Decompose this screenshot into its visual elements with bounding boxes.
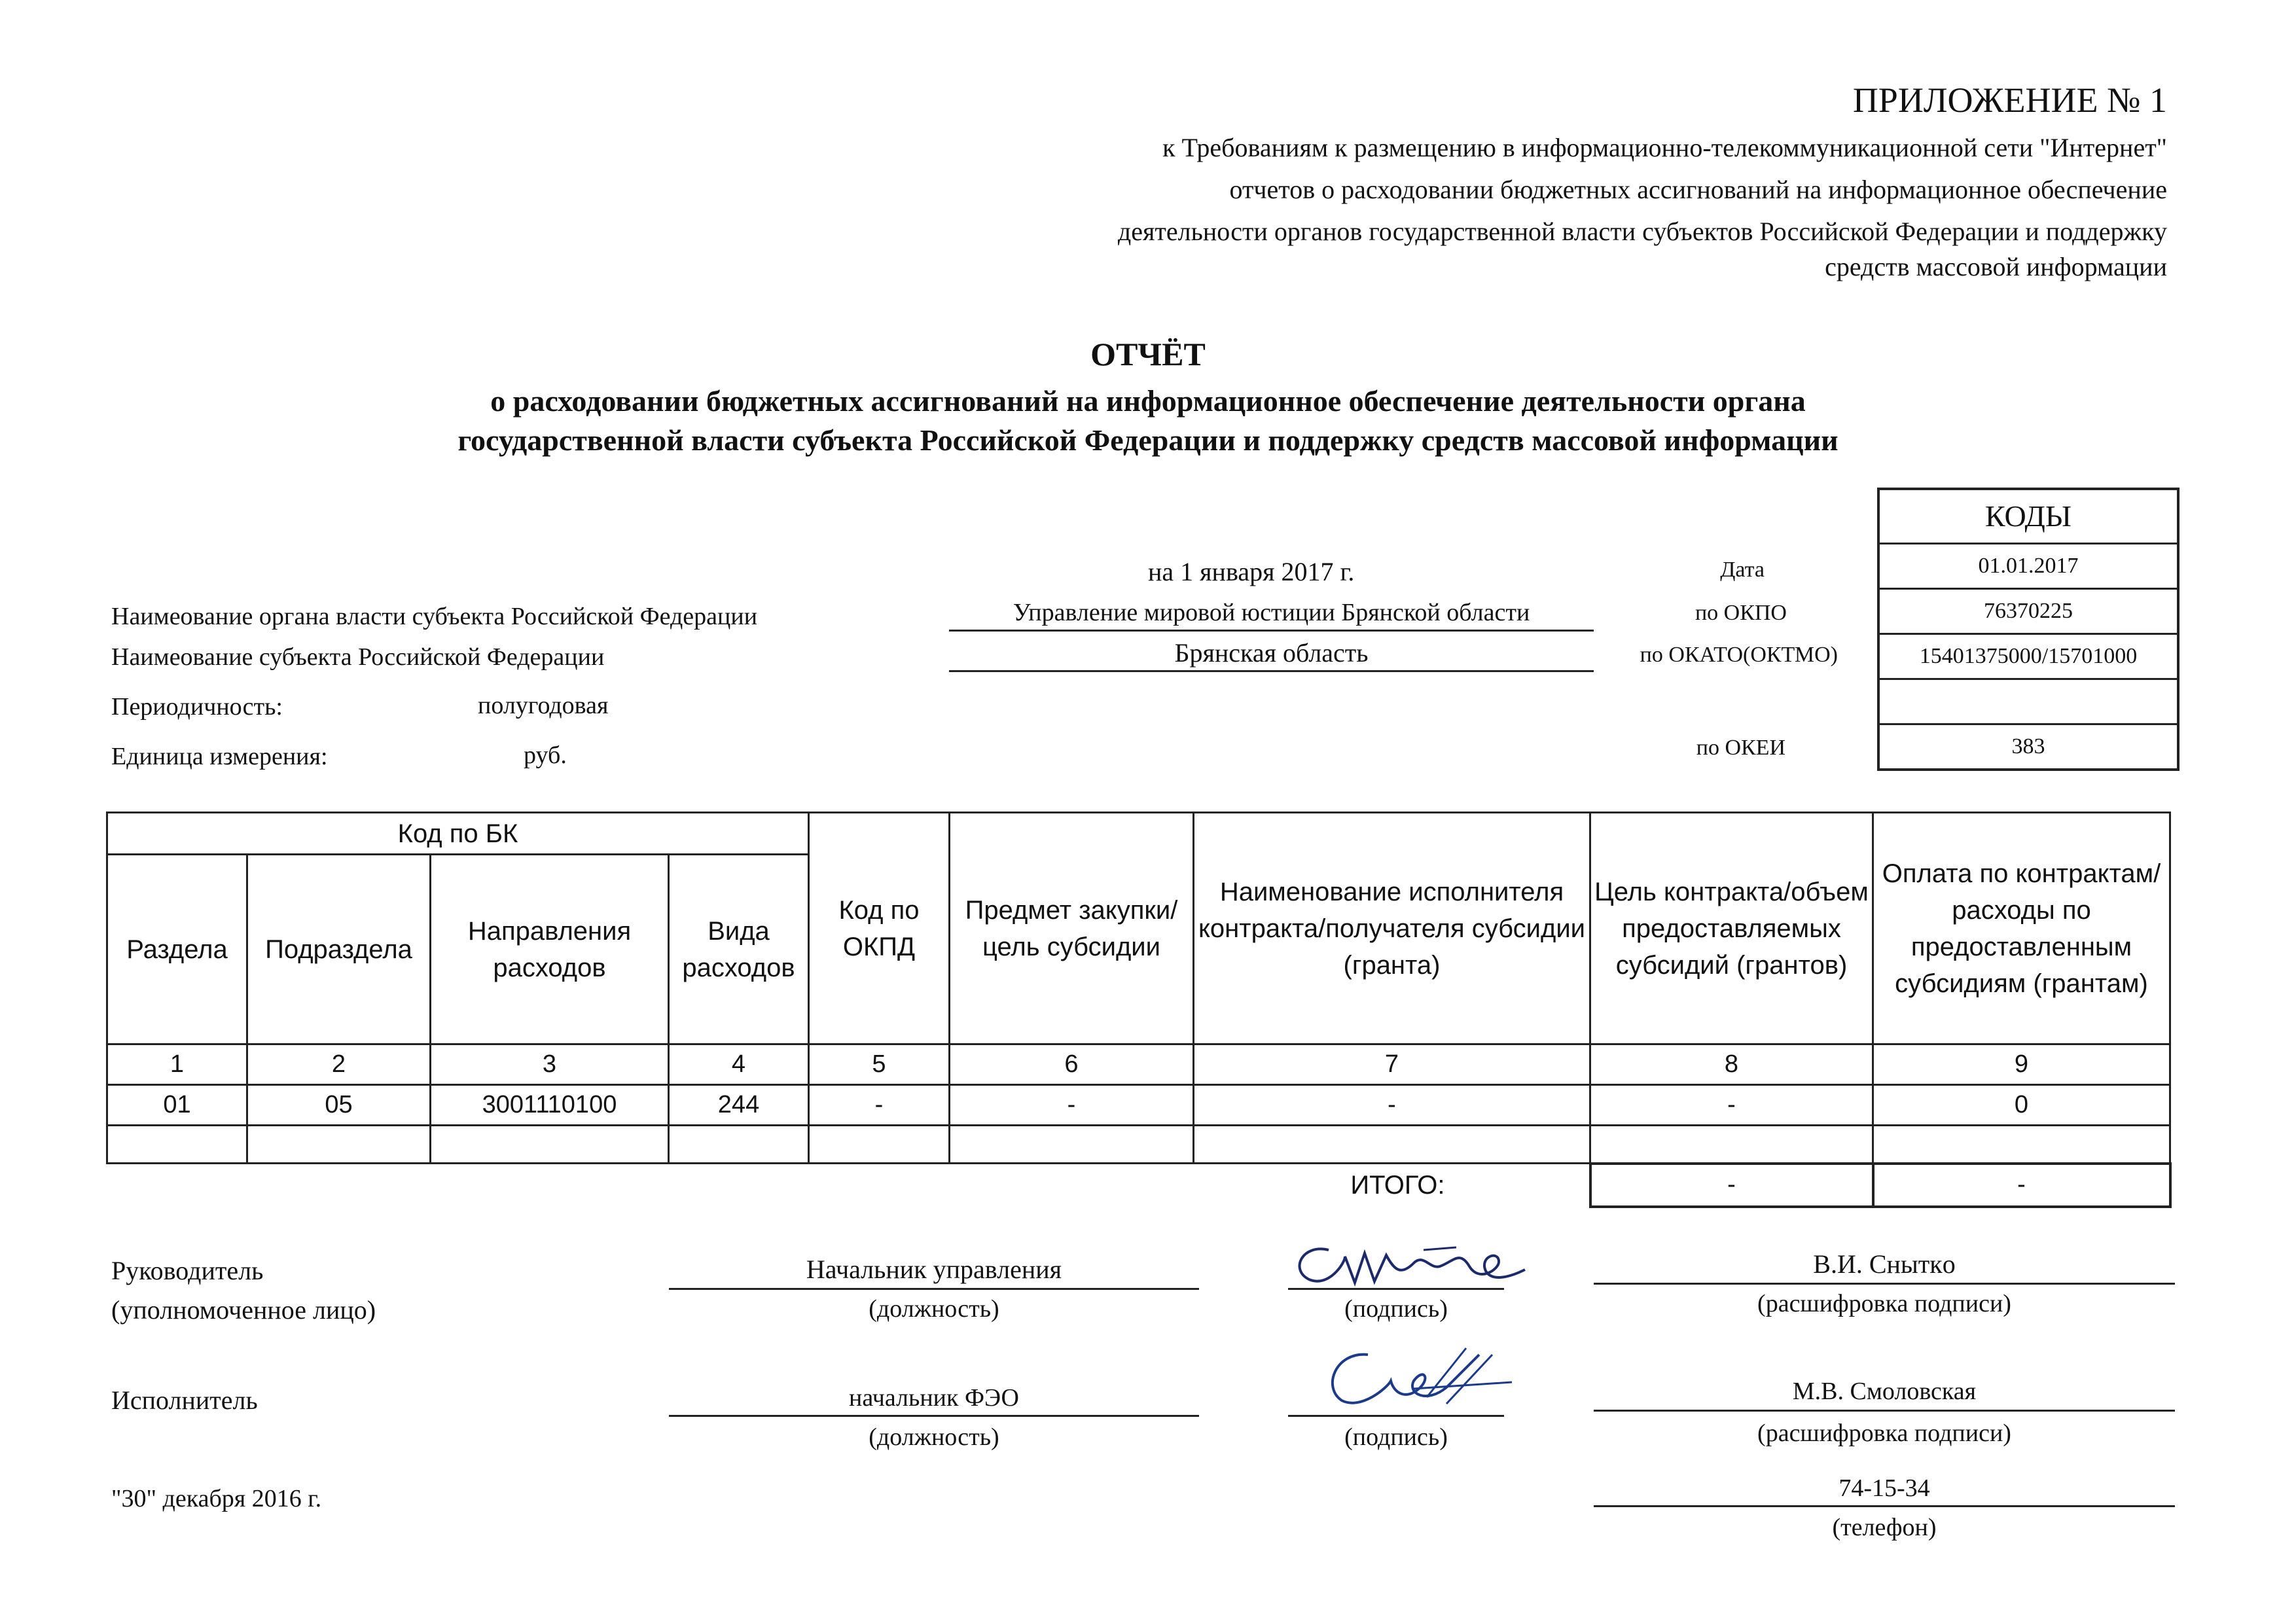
col-number: 2 <box>247 1044 431 1085</box>
total-label: ИТОГО: <box>1350 1170 1445 1200</box>
col-number: 6 <box>950 1044 1194 1085</box>
executor-name: М.В. Смоловская <box>1792 1378 1977 1405</box>
appendix-title: ПРИЛОЖЕНИЕ № 1 <box>1852 80 2167 120</box>
org-value: Управление мировой юстиции Брянской области <box>1013 599 1530 626</box>
total-oplata: - <box>1873 1164 2170 1207</box>
expenses-table <box>106 812 2172 1208</box>
report-date: на 1 января 2017 г. <box>1148 557 1355 586</box>
col-napravlenie: Направления расходов <box>431 855 669 1044</box>
empty-cell <box>431 1126 669 1164</box>
empty-cell <box>669 1126 809 1164</box>
position-caption: (должность) <box>869 1295 999 1323</box>
code-empty <box>1880 680 2177 725</box>
total-cel: - <box>1590 1164 1873 1207</box>
executor-name-line <box>1594 1410 2175 1412</box>
executor-signature-line <box>1288 1415 1504 1417</box>
cell-ispolnitel: - <box>1194 1085 1590 1126</box>
head-name-line <box>1594 1283 2175 1285</box>
codes-box <box>1877 488 2179 771</box>
report-subtitle: о расходовании бюджетных ассигнований на информационное обеспечение деятельности органа <box>490 384 1806 418</box>
decode-caption: (расшифровка подписи) <box>1757 1419 2011 1447</box>
empty-cell <box>950 1126 1194 1164</box>
period-value: полугодовая <box>478 692 609 719</box>
report-subtitle: государственной власти субъекта Российской Федерации и поддержку средств массовой информации <box>457 423 1839 457</box>
cell-vid: 244 <box>669 1085 809 1126</box>
appendix-line: к Требованиям к размещению в информационно-телекоммуникационной сети "Интернет" <box>1162 133 2167 162</box>
executor-signature-image <box>1316 1342 1525 1420</box>
col-number: 7 <box>1194 1044 1590 1085</box>
bk-code-header: Код по БК <box>107 813 809 855</box>
executor-label: Исполнитель <box>111 1385 258 1415</box>
code-date: 01.01.2017 <box>1880 544 2177 590</box>
cell-cel: - <box>1590 1085 1873 1126</box>
signature-caption: (подпись) <box>1344 1295 1448 1323</box>
okpo-label: по ОКПО <box>1695 601 1787 625</box>
org-label: Наимеование органа власти субъекта Российской Федерации <box>111 603 758 630</box>
empty-cell <box>1194 1126 1590 1164</box>
head-position: Начальник управления <box>806 1255 1062 1284</box>
col-razdel: Раздела <box>107 855 247 1044</box>
code-okato: 15401375000/15701000 <box>1880 635 2177 680</box>
empty-cell <box>1873 1126 2170 1164</box>
executor-position-line <box>669 1415 1199 1417</box>
cell-napravlenie: 3001110100 <box>431 1085 669 1126</box>
head-name: В.И. Сныткo <box>1813 1249 1956 1279</box>
unit-label: Единица измерения: <box>111 743 328 770</box>
appendix-line: деятельности органов государственной власти субъектов Российской Федерации и поддержку <box>1117 217 2167 246</box>
col-number: 4 <box>669 1044 809 1085</box>
col-ispolnitel: Наименование исполнителя контракта/получателя субсидии (гранта) <box>1194 813 1590 1044</box>
executor-position: начальник ФЭО <box>849 1384 1019 1412</box>
empty-cell <box>809 1126 950 1164</box>
table-row <box>107 1085 2170 1126</box>
phone-line <box>1594 1505 2175 1507</box>
col-cel: Цель контракта/объем предоставляемых субсидий (грантов) <box>1590 813 1873 1044</box>
col-okpd: Код по ОКПД <box>809 813 950 1044</box>
period-label: Периодичность: <box>111 693 283 721</box>
okei-label: по ОКЕИ <box>1696 736 1785 760</box>
head-label-sub: (уполномоченное лицо) <box>111 1295 376 1325</box>
empty-cell <box>107 1126 247 1164</box>
table-row-empty <box>107 1126 2170 1164</box>
head-signature-line <box>1288 1288 1504 1290</box>
empty-cell <box>1590 1126 1873 1164</box>
col-number: 3 <box>431 1044 669 1085</box>
decode-caption: (расшифровка подписи) <box>1757 1290 2011 1317</box>
report-title: ОТЧЁТ <box>1090 336 1206 372</box>
col-number: 8 <box>1590 1044 1873 1085</box>
cell-oplata: 0 <box>1873 1085 2170 1126</box>
col-number: 5 <box>809 1044 950 1085</box>
subject-value: Брянская область <box>1174 638 1369 668</box>
appendix-line: средств массовой информации <box>1825 252 2167 281</box>
code-okei: 383 <box>2011 734 2045 758</box>
document-date: "30" декабря 2016 г. <box>111 1485 322 1512</box>
subject-label: Наимеование субъекта Российской Федерации <box>111 643 605 671</box>
code-okpo: 76370225 <box>1880 590 2177 635</box>
col-oplata: Оплата по контрактам/расходы по предоставленным субсидиям (грантам) <box>1873 813 2170 1044</box>
total-row <box>107 1164 2170 1207</box>
okato-label: по ОКАТО(ОКТМО) <box>1640 643 1838 667</box>
appendix-line: отчетов о расходовании бюджетных ассигнований на информационное обеспечение <box>1229 175 2167 204</box>
position-caption: (должность) <box>869 1423 999 1451</box>
subject-underline <box>949 670 1594 672</box>
cell-predmet: - <box>950 1085 1194 1126</box>
head-signature-image <box>1283 1230 1538 1296</box>
head-label: Руководитель <box>111 1256 264 1285</box>
col-predmet: Предмет закупки/цель субсидии <box>950 813 1194 1044</box>
cell-razdel: 01 <box>107 1085 247 1126</box>
cell-okpd: - <box>809 1085 950 1126</box>
head-position-line <box>669 1288 1199 1290</box>
empty-cell <box>247 1126 431 1164</box>
cell-podrazdel: 05 <box>247 1085 431 1126</box>
signature-caption: (подпись) <box>1344 1423 1448 1451</box>
col-number: 9 <box>1873 1044 2170 1085</box>
org-underline <box>949 630 1594 632</box>
date-label: Дата <box>1720 558 1765 582</box>
col-podrazdel: Подраздела <box>247 855 431 1044</box>
col-number: 1 <box>107 1044 247 1085</box>
phone-caption: (телефон) <box>1832 1514 1937 1541</box>
codes-header: КОДЫ <box>1880 490 2177 544</box>
col-vid: Вида расходов <box>669 855 809 1044</box>
unit-value: руб. <box>524 741 567 769</box>
phone-value: 74-15-34 <box>1839 1474 1930 1502</box>
